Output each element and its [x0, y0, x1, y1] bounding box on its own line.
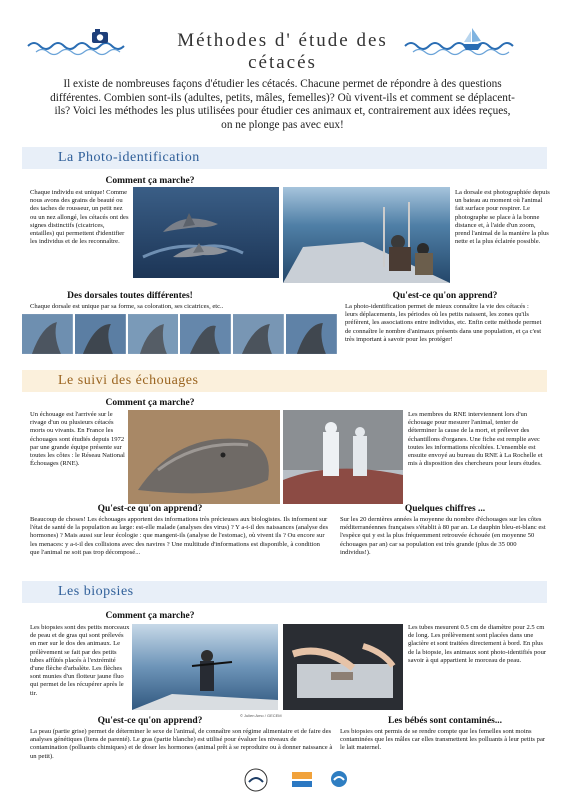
photo-id-how-left: Chaque individu est unique! Comme nous avons des grains de beauté ou des taches de rousseur, un petit nez ou un nez allongé, les cétacés ont des signes distinctifs (cicatrices, entailles) qui permettent d'identifier les individus et de les reconnaître.: [30, 189, 129, 246]
page-title: Méthodes d' étude des cétacés: [177, 30, 388, 73]
gecem-logo: [244, 768, 268, 792]
babies-text: Les biopsies ont permis de se rendre compte que les femelles sont moins contaminées que les mâles car elles transmettent les polluants à leur petits par le lait maternel.: [340, 728, 546, 752]
left-wave-2: [36, 50, 120, 55]
section-title-strandings: Le suivi des échouages: [58, 373, 199, 388]
photo-id-learn-text: La photo-identification permet de mieux connaître la vie des cétacés : leurs déplacements, les périodes où les petits naissent, les zones qu'ils préfèrent, les associations entre individus, etc. Enfin cette méthode permet de connaître le nombre d'animaux présents dans une population, et ça c'est très important à savoir pour les protéger!: [345, 303, 542, 343]
babies-title: Les bébés sont contaminés...: [387, 716, 502, 726]
section-band-photo-id: [22, 147, 547, 169]
biopsies-how-left: Les biopsies sont des petits morceaux de peau et de gras qui sont prélevés en mer sur le dos des animaux. Le prélèvement se fait par des petits tubes affûtés placés à l'extrémité d'une flèche d'arbalète. Les flèches sont munies d'un flotteur jaune fluo qui permet de les récupérer après le tir.: [30, 624, 130, 697]
figures-title: Quelques chiffres ...: [404, 504, 486, 514]
left-wave: [28, 43, 124, 49]
boat-icon: [462, 28, 482, 50]
section-title-photo-id: La Photo-identification: [58, 150, 200, 165]
biopsies-learn-text: La peau (partie grise) permet de déterminer le sexe de l'animal, de connaître son régime alimentaire et de faire des analyses génétiques (liens de parenté). Le gras (partie blanche) est utilisé pour évaluer les niveaux de contamination (polluants chimiques) et de doser les hormones (animal prêt à se reproduire ou à donner naissance à un petit).: [30, 728, 333, 760]
right-wave-2: [413, 50, 509, 55]
strandings-learn-text: Beaucoup de choses! Les échouages apportent des informations très précieuses aux biologistes. Ils informent sur l'état de santé de la population au large: est-elle malade (analyses des virus) ? Y a-t-il des naissances (analyse des hormones) ? Mais aussi sur leur écologie : que mangent-ils (analyse de l'estomac), où vivent ils ? Ou encore sur les menaces: y a-t-il des collisions avec des navires ? Une multitude d'informations est disponible, à condition que l'animal ne soit pas trop décomposé...: [30, 516, 329, 556]
section-band-biopsies: [22, 581, 547, 603]
dorsal-fin-1: [22, 314, 73, 354]
photo-credit: © Julien Amo / GECEM: [240, 713, 282, 718]
strandings-how-right: Les membres du RNE interviennent lors d'un échouage pour mesurer l'animal, tenter de déterminer la cause de la mort, et prélever des échantillons d'organes. Une fiche est remplie avec toutes les informations récoltées. L'ensemble est ensuite envoyé au bureau du RNE à La Rochelle et mis à disposition des chercheurs pour leurs études.: [408, 411, 543, 468]
stranded-dolphin-photo: [128, 410, 280, 504]
parc-marin-logo: [290, 770, 314, 790]
dorsal-text: Chaque dorsale est unique par sa forme, sa coloration, ses cicatrices, etc..: [30, 303, 224, 310]
dorsal-fin-2: [75, 314, 126, 354]
photo-id-how-title: Comment ça marche?: [105, 176, 195, 186]
dolphins-photo: [133, 187, 279, 278]
dorsal-title: Des dorsales toutes différentes!: [67, 291, 193, 301]
photo-id-how-right: La dorsale est photographiée depuis un bateau au moment où l'animal fait surface pour respirer. Le photographe se place à la bonne distance et, à l'aide d'un zoom, prend l'animal de la manière la plus nette et la plus éclairée possible.: [455, 189, 550, 246]
dorsal-fin-6: [286, 314, 337, 354]
biopsy-sample-photo: [283, 624, 403, 710]
dorsal-fin-strip: [22, 314, 337, 354]
strandings-how-left: Un échouage est l'arrivée sur le rivage d'un ou plusieurs cétacés morts ou vivants. En France les échouages sont étudiés depuis 1972 par une grande équipe présente sur toutes les côtes : le Réseau National Échouages (RNE).: [30, 411, 125, 468]
right-wave: [405, 43, 513, 49]
dorsal-fin-3: [128, 314, 179, 354]
photo-id-learn-title: Qu'est-ce qu'on apprend?: [392, 291, 498, 301]
crossbow-photo: [132, 624, 278, 710]
strandings-learn-title: Qu'est-ce qu'on apprend?: [97, 504, 203, 514]
intro-text: Il existe de nombreuses façons d'étudier les cétacés. Chacune permet de répondre à des questions différentes. Combien sont-ils (adultes, petits, mâles, femelles)? Où vivent-ils et comment se déplacent-ils? Voici les méthodes les plus utilisées pour étudier ces animaux et, contrairement aux idées reçues, on ne plonge pas avec eux!: [50, 78, 515, 131]
section-title-biopsies: Les biopsies: [58, 584, 134, 599]
necropsy-team-photo: [283, 410, 403, 504]
biopsies-learn-title: Qu'est-ce qu'on apprend?: [97, 716, 203, 726]
biopsies-how-right: Les tubes mesurent 0.5 cm de diamètre pour 2.5 cm de long. Les prélèvement sont placées dans une glacière et sont traitées directement à bord. En plus de la biopsie, les animaux sont photo-identifiés pour savoir à qui appartient le morceau de peau.: [408, 624, 547, 664]
camera-icon: [92, 29, 108, 43]
strandings-how-title: Comment ça marche?: [105, 398, 195, 408]
boat-photographer-photo: [283, 187, 450, 283]
dorsal-fin-5: [233, 314, 284, 354]
dorsal-fin-4: [180, 314, 231, 354]
biopsies-how-title: Comment ça marche?: [105, 611, 195, 621]
figures-text: Sur les 20 dernières années la moyenne du nombre d'échouages sur les côtes méditerranéennes françaises s'établit à 80 par an. Le dauphin bleu-et-blanc est l'espèce qui y est la plus fréquemment retrouvée échouée (en moyenne 50 échouages par an) car sa population est très grande (plus de 35 000 individus!).: [340, 516, 546, 556]
section-band-strandings: [22, 370, 547, 392]
partner-logo: [330, 770, 348, 788]
